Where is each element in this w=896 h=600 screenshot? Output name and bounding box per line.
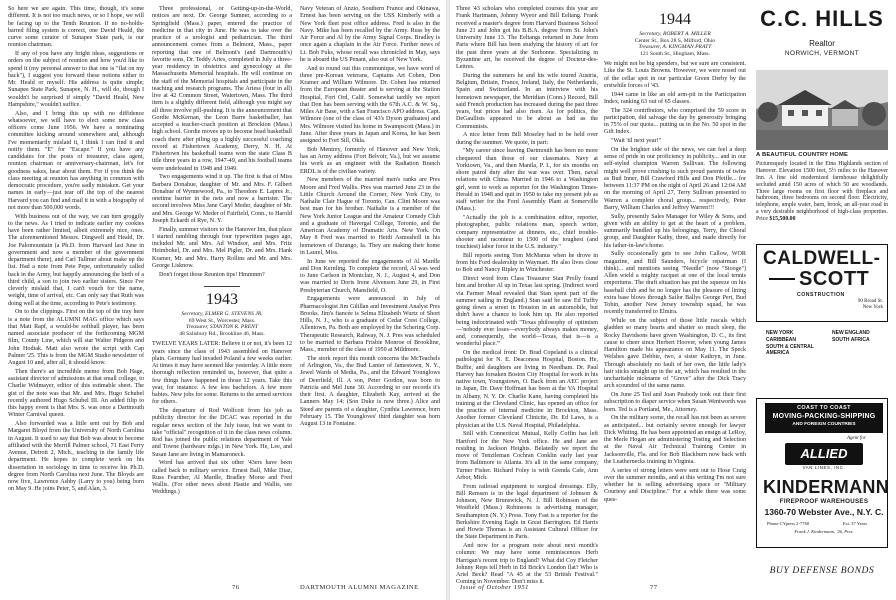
article-paragraph: New members of the married men's ranks are Pres Moore and Fred Wallis. Pres was married June 23 in the Little Church Around the Corner, New York City, to Nathalie Clair Hague of Toronto, Can. Clint Moore was best man for his brother. Nathalie is a member of the New York Junior League and the Amateur Comedy Club and a graduate of Havergal College, Toronto, and the American Academy of Dramatic Arts. New York. On May 8 Fred was married to Heidi Asmusholl in his hometown of Durango, Ia. They are making their home in Laurel, Miss. (300, 177, 440, 256)
country-home-photo (752, 70, 892, 150)
country-home-body: Picturesquely located in the Etna Highlands section of Hanover. Elevation 1500 feet, 5½ miles to the Hanover Inn. A fine old modernized farmhouse delightfully secluded amid 150 acres of which 50 are woodlands. Three large rooms on first floor with fireplace and bathroom, three bedrooms on second floor. Electricity, telephone, ample water, barn, brook, an all-year road in a very desirable neighborhood of high-class properties. Price (756, 160, 888, 223)
article-paragraph: Finally, summer visitors to the Hanover Inn, that place I started rambling through four typewritten pages ago, included Mr. and Mrs. Ad Windsor, and Mrs. Fritz Heimbokel, Dr. and Mrs. Mel Pigler, Dr. and Mrs. Hank Kramer, Mr. and Mrs. Harry Rollins and Mr. and Mrs. George Lisknow. (152, 226, 292, 269)
left-page (0, 0, 446, 580)
article-paragraph: A nice letter from Bill Moseley had to be held over during the summer. We quote, in part: (456, 132, 598, 146)
article-paragraph: Don't forget those Reunion tips! Hmmmm? (159, 271, 265, 278)
defense-bonds-ad: BUY DEFENSE BONDS (769, 566, 875, 576)
article-paragraph: Also, and I bring this up with no diffidence whatsoever, we will have to elect some new class officers come June 1956. We have a nominating committee kicking around somewhere and, although I've momentarily mislaid it, I think I can find it and notify them. "E" for "Escape." If you have any candidates for the posts of treasurer, class agent, reunion chairman or anniversary-chairman, let's for goodness sakes, hear about them. For if you think the class meeting at reunion has anything in common with democratic procedure, you're sadly mistaken. Get your names in early—just tear off the top of the nearest Harvard you can find and mail it in with a biography of not more than 500,000 words. (8, 110, 144, 211)
article-paragraph: "My career since leaving Dartmouth has been no more chequered than those of our classmates. Navy at Yorktown, Va., and then Manila, P. I., for six months on shore patrol duty after the war was over. Then, naval relations with China. Married in 1946 to a Washington girl, went to work as reporter for the Washington Times-Herald in 1948 and quit in 1950 to take my present job as staff writer for the Ford Assembly Plant at Somerville (Mass.). (456, 148, 598, 213)
country-home-heading: A BEAUTIFUL COUNTRY HOME (756, 152, 849, 158)
article-paragraph: And now for a program note about next month's column: We may have some reminiscences Herb Harrigan's recent trip to England? What did Coy Fletcher Johnny Reps tell Herb in Ed Brick's London flat? Who is Ariel Beck? Read "A 45 at the 53 British Festival." Coming in November. Don't miss it. (456, 543, 598, 586)
article-paragraph: Still with Connecticut Mutual, Kelly Coffin has left Hartford for the New York office. He and Jane are residing in Jackson Heights. Belatedly we report the move of Tenzileman Cochran Conklin early last year from Baltimore to Atlanta. It's all in the same company, Turner Fisher. Richard Foley is with Grenda Cafe, Ann Arbor, Mich. (456, 431, 598, 481)
coast-line-3: AND FOREIGN COUNTRIES (792, 422, 856, 427)
article-paragraph: 1944 came in like an old arm-pit in the Participation Index, ranking 63 out of 65 classes. (604, 91, 746, 105)
officer-line: 48 Salisbury Rd., Brookline 46, Mass. (179, 330, 265, 337)
article-paragraph: So here we are again. This time, though, it's some different. It is not too much news, or so I hope, we will be facing up to the Tenth Reunion. If no no-holds-barred filing system is correct, one David Heald, the curve some curator of Sunapee State park, is our reunion chairman. (8, 6, 144, 49)
article-paragraph: Bill reports seeing Tom McManus when he drove in from his Ford dealership in Waymart. He also lives close to Bob and Nancy Ripley in Winchester. (456, 252, 598, 274)
caldwell-address-line1: 90 Broad St. (857, 299, 883, 304)
ads-column (752, 0, 896, 600)
article-paragraph: Sully, presently Sales Manager for Wiley & Sons, and given with an ability to get at the heart of a problem, summarily bundled up his belongings, Terry, the Choral group, and Daughter Kathy, three, and made directly for his father-in-law's home. (604, 213, 746, 249)
article-paragraph: The stork report this month concerns the McTeachels of Arlington, Va., the Bud Lanier of Jamestown, N. Y., Jewel Wards of Media, Pa., and the Edward Younglows of Deerfield, Ill. A son, Peter Gordon, was born to Patricia and Mel June 30. According to our records it's their first. A daughter, Elizabeth Kay, arrived at the Lanners May 14; (Son Duke is now three.) Alice and Steed are parents of a daughter, Cynthia Lawrence, born February 15. The Youngloves' third daughter was born August 13 in Fontaine. (300, 355, 440, 427)
country-home-price: $15,500.00 (769, 216, 796, 223)
kindermann-president: Frank J. Kindermann, '26, Pres. (794, 529, 854, 534)
location-item: CARIBBEAN (766, 337, 796, 343)
class-officers-1944 (604, 31, 746, 57)
article-paragraph: TWELVE YEARS LATER: Believe it or not, it's been 12 years since the class of 1943 assembled on Hanover plain. Germany had invaded Poland a few weeks earlier. At times it may have seemed like yesterday. A little more thorough reflection reminded us, however, that quite a few things have happened in those 12 years. Take this year, for instance. A few less bachelors. A few more babies. New jobs for some. Returns to the armed services for others. (152, 341, 292, 406)
hills-name: C.C. HILLS (760, 6, 884, 31)
allied-logo: ALLIED (785, 443, 863, 465)
article-paragraph: Navy Veteran of Anzio, Southern France and Okinawa, Ernest has been serving on the USS Kimberly with a New York fleet post office address. Fred is also in the Navy. Mike has been recalled by the Army. Russ by the Air Force and Al by the Army Signal Corps. Bradley is once again a chaplain in the Air Force. Further news of Lt. Bob Fuks, whose recall was chronicled in May, says he is aboard the US Penant, also out of New York. (300, 6, 440, 63)
article-paragraph: On the brighter side of the news, we can feel a deep sense of pride in our proficiency in publicity... and in our self-styled champion Warren Sullivan. The following might well prove crushing to such proud parents of twins as Bud Inner, Bill Crawford Hills and Don Pfeifle... for between 11:37 PM on the night of April 26 and 12:04 AM on the morning of April 27, Terry Sullivan presented to Warren a complete choral group... respectively, Peter Barry, William Charles and Jeffrey Warren!!! (604, 146, 746, 211)
article-paragraph: On the medical front: Dr. Brad Copeland is a clinical pathologist for N. E. Deaconess Hospital, Boston. He, Buffie, and daughters are living in Needham. Dr. Paul Harvey has forsaken Boston City Hospital for work in his native town, Youngstown, O. Back from an AEC project in Japan, Dr. Dave Hoffman has been at the VA Hospital in Albany, N. Y. Dr. Charlie Kane, having completed his training at the Cleveland Clinic, has opened an office for the practice of internal medicine in Brockton, Mass. Another former Cleveland Clinicite, Dr. Ed Laws, is a physician at the U.S. Naval Hospital, Philadelphia. (456, 350, 598, 429)
article-paragraph: Sully occasionally gets to see John Callow, WOR magazine, and Bill Saunders, bicycle repairman (I think)... and mentions seeing "Needle" (now "Stooge") Allen wield a mighty racquet at one of the local tennis emporiums. The draft situation has put the squeeze on his baseball club and he no longer has the pleasure of lining extra base blows through Sailor Ballys George Pert, Bud Tobin, another New Jersey township squad, he was recently transferred to Elmira. (604, 251, 746, 316)
article-paragraph: "Wait 'til next year!" (611, 138, 662, 144)
officer-line: Secretary, ROBERT A. MILLER (639, 31, 711, 37)
hills-city: NORWICH, VERMONT (784, 50, 860, 57)
article-paragraph: From railroad equipment to surgical dressings. Elly, Bill Remsen is in the legal department of Johnson & Johnson, New Brunswick, N. J. Bill Robinson of the Westfield (Mass.) Robinsons is advertising manager, Southampton (N. Y.) Press. Tony Fast is a reporter for the Berkshire Evening Eagle in Great Barrington. Ed Harris and Howie Thomas is an Assistant Cultural Officer for the State Department in Paris. (456, 483, 598, 541)
left-column-2 (152, 6, 292, 578)
article-paragraph: While on the subject of those little rascals which gladden so many hearts and shatter so much sleep, the Rocky Davidsons have given Washington, D. C., its first cause to cheer since Herbert Hoover, when young James Hamilton made his appearance on May 11. The Speck Welshes gave Debbie, two, a sister Kathryn, in June. Through absolutely no fault of her own, the little lady's hair sticks straight up in the air, which has resulted in the uncharitable nickname of "Greve" after the Dick Tracy arch scoundrel of the same name. (604, 318, 746, 390)
caldwell-dash (769, 278, 795, 280)
magazine-title: DARTMOUTH ALUMNI MAGAZINE (300, 584, 419, 591)
article-paragraph: Three professional, or Getting-up-in-the-World, notices are next. Dr. George Sumner, according to a Springfield (Mass.) paper, entered the practice of medicine in that city in June. He was to take over the practice of a urologist and pediatrician. The third announcement comes from a Belmont, Mass., paper reporting that one of Belmont's (and Dartmouth's) favorite sons, Dr. Teddy Aries, completed in July a three-year residency in obstetrics and gynecology at the Massachusetts Memorial hospitals. He will continue on the staff of the Memorial hospitals and participate in the teaching and research programs. The Ariess (four in all) live at 42 Common Street, Watertown, Mass. The third item is a slightly different field, although you might say all three involve pill-pushing. It is the announcement that Gordie McKernan, the Leon Barre basketballer, has accepted a teacher-coach position at Brockton (Mass.) high school. Gordie moves up to become head basketball coach there after piling up a highly successful coaching record at Fishertown Academy, Derry, N. H. At Fishertown his basketball teams won the state Class B title three years in a row, 1947-49, and his football teams were undefeated in 1948 and 1949. (152, 6, 292, 172)
coast-line-1: COAST TO COAST (797, 405, 851, 411)
farmhouse-illustration (756, 70, 888, 150)
left-column-1 (8, 6, 144, 578)
article-paragraph: In June we reported the engagements of Al Mardle and Don Kernling. To complete the record, Al was wed to June Carlson in Montclair, N. J., August 4, and Don was married to Doris Irene Alvenson June 29, in First Presbyterian Church, Mansfield, O. (300, 258, 440, 294)
article-paragraph: Also forwarded was a little sent out by Bob and Margaret Bloyd from the University of North Carolina in August. It used to say that Bob was about to become affiliated with the Merrill Palmer school, 71 East Ferry Avenue, Detroit 2, Mich., teaching in the family life department. He hopes to complete work on his dissertation in sociology in time to receive his Ph.D. degree from North Carolina next June. The Bloyds are now five, Lawrence Ashby (Larry to you) being born on May 9. He joins Peter, 5, and Alan, 3. (8, 421, 144, 493)
caldwell-construction: CONSTRUCTION (797, 292, 845, 298)
officer-line: Secretary, ELMER G. STEVENS JR. (181, 311, 263, 318)
caldwell-locations (752, 328, 892, 386)
kindermann-phone: Phone CYpress 2-7760 (767, 521, 810, 526)
article-paragraph: Word has arrived that six other '43ers have been called back to military service. Ernest Ball, Mike Diaz, Russ Fearnher, Al Mardle, Bradley Morse and Fred Wallis. (For other news about Hastie and Wallis, see Weddings.) (152, 460, 292, 496)
officer-line: Treasurer, STANTON R. PRENT (186, 324, 258, 331)
class-officers-1943 (152, 311, 292, 337)
allied-van-lines: VAN LINES, INC. (802, 465, 846, 470)
hills-realtor-ad (752, 6, 892, 68)
article-paragraph: If any of you have any bright ideas, suggestions or orders on the subject of reunion and how you'd like to spend it (my personal answer to that one is "flat on my back"), I suggest you forward these notions either to Mr. Heald or myself. His address is quite simple; Sunapee State Park, Sunapee, N. H., will do, though I wouldn't be surprised if simply "David Heald, New Hampshire," wouldn't suffice. (8, 51, 144, 108)
article-paragraph: During the summers he and his wife toured Austria, Belgium, Britain, France, Ireland, Italy, the Netherlands, Spain and Switzerland. In an interview with his hometown newspaper, the Meridian (Conn.) Record, Bill said French production has increased during the past three years, but prices had also risen. As for politics, the DeGaullists appeared to be about as bad as the Communists. (456, 72, 598, 130)
article-paragraph: And to round out this communique, we have word of three pre-Korean veterans, Captains Art Cohen, Don Kramer and William Wilmore. Dr. Cohen has returned from the European theater and is serving at the Station Hospital, Fort Ord, Calif. Somewhat tardily we report that Don has been serving with the 67th A.C. & W. Sq., Miles Air Base, with a San Francisco APO address. Capt. Wilmore (one of the class of '43's Dyson graduates) and Mrs. Wilmore visited his home in Swampscott (Mass.) in June. After three years in Japan and Korea, he has been assigned to Fort Sill, Okla. (300, 65, 440, 144)
article-paragraph: Two engagements wind it up. The first is that of Miss Barbara Donahue, daughter of Mr. and Mrs. F. Gilbert Donahue of Wynnewood, Pa., to Theodore E. Lapres Jr., onetime barrier in the nets and now a barrister. The second involves Miss Jane Caryl Meder, daughter of Mr. and Mrs. George W. Meder of Fairfield, Conn., to Harold Joseph Eckardt of Rye, N. Y. (152, 174, 292, 224)
officer-line: Center St., Box 28 S, Milford, Ohio (634, 37, 716, 44)
article-paragraph: Three '43 scholars who completed courses this year are Frank Hartmann, Johnny Wyeor and Bill Eeltang. Frank received a master's degree from Harvard Business School June 21 and John got his B.B.A. degree from St. John's University June 13. The Eeltangs returned in June from Paris where Bill has been studying the history of art for the past three years at the Sorbonne. Specializing in Byzantine art, he received the degree of Docteur-des-Lettres. (456, 6, 598, 70)
coast-to-coast-banner (765, 403, 883, 433)
scott-name: SCOTT (799, 268, 870, 290)
issue-line: Issue of October 1951 (460, 584, 529, 591)
kindermann-name: KINDERMANN (763, 477, 889, 497)
article-paragraph: On the military scene, the recall has not been as severe as anticipated... but certainly severe enough for lawyer Dick Whiting. He has been appointed an ensign at LeRoy, the Merle Hogan are administering Testing and Selection at the Naval Air Technical Training Center in Jacksonville, Fla. and for Bob Blackburn now back with the Leathernecks training in Virginia. (604, 415, 746, 465)
left-column-3 (300, 6, 440, 578)
officer-line: Treasurer, A. KINGMAN PRATT (638, 44, 712, 50)
article-paragraph: On June 25 Ted and Joan Peabody took out their first subscription to diaper service when Susan Wentworth was born. Ted is a Portland, Me., Attorney. (604, 392, 746, 413)
class-year-1944: 1944 (659, 11, 691, 28)
right-column-1 (456, 6, 598, 586)
farmhouse-photo-image (756, 70, 888, 150)
officer-line: 69 West St., Worcester, Mass. (188, 317, 256, 324)
article-paragraph: Direct word from Class Treasurer Stan Prolly found him and brother Al up in Texas last spring. (Indirect word via Farmer Mead revealed that Stan spent part of the summer sailing in England.) Stan said he saw Ed Tuffty going down a street in Houston in an automobile, but didn't have a chance to look him up. He also reported being indoctrinated with "Texas philosophy of optimism—'nobody ever loses—everybody always makes money, and, consequently, the world—Texas, that is—is a wonderful place.'" (456, 276, 598, 348)
article-paragraph: Engagements were announced in July of Pharmacologist Jim Gilillan and Investment Analyst Pres Brooks. Jim's fiancée is Selma Elizabeth Wurtz of Short Hills, N. J., who is a graduate of Cedar Crest College, Allentown, Pa. Both are employed by the Schering Corp. Therapeutic Research, Rahway, N. J. Pres was scheduled to be married to Barbara Frisbie Monroe of Brookline, Mass., member of the class of 1950 at Mildmore. (300, 296, 440, 353)
right-column-2 (604, 6, 746, 578)
country-home-ad (752, 152, 892, 238)
location-item: NEW ENGLAND (832, 330, 870, 336)
article-paragraph: "Actually the job is a combination editor, reporter, photographer, public relations man, speech writer, company representative at dinners, etc., chief trouble-shooter and raconteur to 1500 of the toughest (and touchiest) labor force in the U.S. industry." (456, 215, 598, 250)
left-page-number: 76 (232, 584, 240, 591)
caldwell-name: CALDWELL- (763, 248, 881, 269)
article-paragraph: Bob Mentrey, formerly of Hanover and New York, has an Army address (Fort Belvoir, Va.), but we assume his work as an engineer with the Radiation Branch ERDL is of the civilian variety. (300, 146, 440, 175)
kindermann-established: Est. 37 Years (843, 521, 867, 526)
section-divider (204, 286, 240, 287)
coast-line-2: MOVING-PACKING-SHIPPING (772, 413, 876, 420)
right-page-number: 77 (650, 584, 658, 591)
article-paragraph: We might not be big spenders, but we sure are consistent. Like the St. Louis Browns. However, we were nosed out of the cellar spot in our particular Green Derby by the erstwhile forces of '43. (604, 61, 746, 89)
article-paragraph: Then there's an incredible memo from Bob Hage, assistant director of admissions at that small college, to Charlie Widmayer, editor of this estimable sheet. The gist of the note was that Mr. and Mrs. Hugo Schubel recently authored Hugo Schubel III. An added filip to this happy event is that Mrs. S. was once a Dartmouth Winter Carnival queen. (8, 368, 144, 419)
article-paragraph: The departure of Rod Wolfcott from his job as publicity director for the DCAC was reported in the regular news section of the July issue, but we want to take "official" recognition of it in the class news column. Rod has joined the public relations department of Yale and Towne (hardware mfgs.) in New York. He, Lee, and Susan Jane are living in Mamaroneck. (152, 408, 292, 458)
location-item: NEW YORK (766, 330, 794, 336)
caldwell-address (823, 299, 883, 311)
article-paragraph: The 324 contributors, who comprised the 59 score in participation, did salvage the day by generosity bringing in 75% of our quota... putting us in the No. 50 spot in the Gift Index. (604, 107, 746, 136)
kindermann-ad (752, 398, 892, 548)
class-year-1943: 1943 (206, 291, 238, 309)
agent-for-label: Agent for (847, 436, 866, 441)
kindermann-address: 1360-70 Webster Ave., N.Y. C. (764, 507, 884, 517)
article-paragraph: With business out of the way, we can turn groggily to the news. As I tried to indicate earlier my cookies have been rather limited, albeit extremely nice, ones. The aforementioned Messrs. Dingwell and Heald, Dr. Joe Palomountain (a Ph.D. from Harvard last June in government and now a member of the government department there), and Carl Tallmer about make up the list. Had a note from Pete Pepe, unfortunately called back in the Army, but happily announcing the birth of a third child, a son to join two earlier sisters. Since I've cleverly mislaid that, I can't vouch for the name, weight, time of arrival, etc. Can only say that Ruth was doing well at the time, according to Pete's testimony. (8, 213, 144, 307)
caldwell-address-line2: New York (862, 305, 883, 310)
location-item: SOUTH AFRICA (832, 337, 870, 343)
hills-role: Realtor (809, 39, 835, 48)
location-item: SOUTH & CENTRAL AMERICA (766, 344, 814, 356)
article-paragraph: On to the clippings. First on the top of the tray here is a note from the ALUMNI MAG office which says that Matt Rapf, a would-be softball player, has been named associate producer of the forthcoming MGM film, County Line, which will star Walter Pidgeon and John Hodiak. Matt also wrote the script with Cap Palmer '25. This is from the MGM Studio newsletter of August 10 and, after all, it should know. (8, 309, 144, 366)
fireproof-warehouses: FIREPROOF WAREHOUSES (779, 498, 869, 505)
officer-line: 121 South St., Hingham, Mass. (640, 50, 710, 57)
article-paragraph: A series of strong letters were sent out to Hose Craig over the summer months, and at this writing I'm not sure whether he is selling advertising space or "Military Courtesy and Discipline." For a while there was some ques- (604, 467, 746, 503)
caldwell-scott-ad (752, 244, 892, 324)
